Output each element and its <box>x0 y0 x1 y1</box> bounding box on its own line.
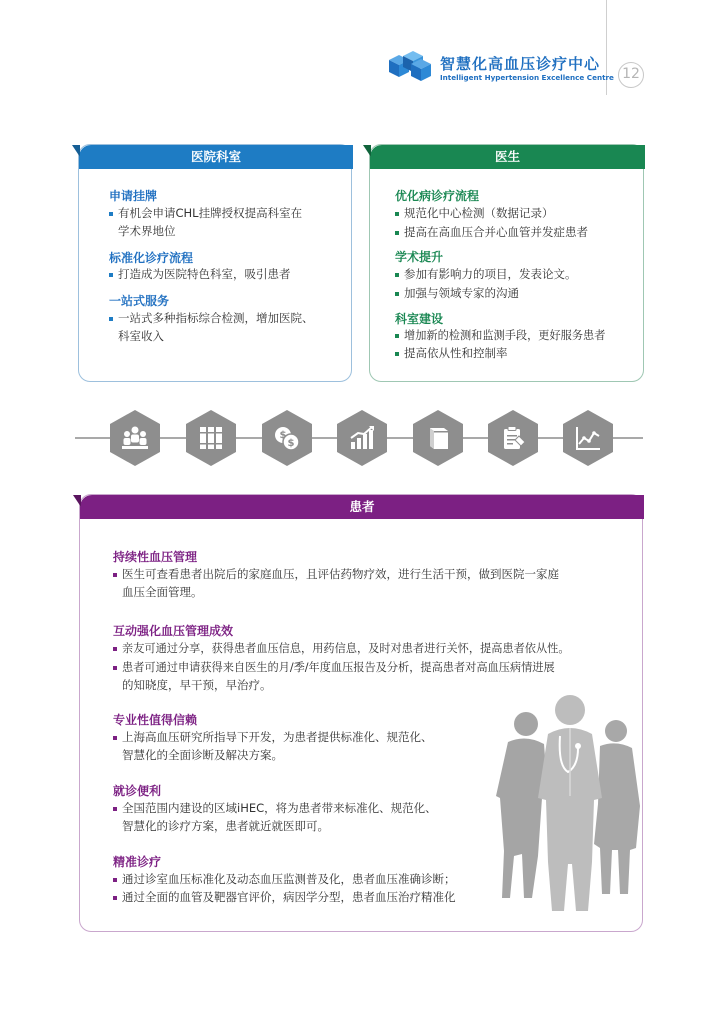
section-heading: 专业性值得信赖 <box>113 713 198 727</box>
bullet <box>395 352 399 356</box>
section-text: 加强与领域专家的沟通 <box>404 286 519 300</box>
section-heading: 精准诊疗 <box>113 855 162 869</box>
bullet <box>395 273 399 277</box>
bullet <box>395 334 399 338</box>
bullet <box>113 666 117 670</box>
bullet <box>113 647 117 651</box>
money-icon <box>262 410 312 466</box>
section-text: 智慧化的全面诊断及解决方案。 <box>122 748 283 762</box>
section-text: 有机会申请CHL挂牌授权提高科室在 <box>118 206 303 220</box>
section-text: 一站式多种指标综合检测，增加医院、 <box>118 311 314 325</box>
section-heading: 持续性血压管理 <box>113 550 198 564</box>
svg-text:$: $ <box>279 430 287 441</box>
line-chart-icon <box>563 410 613 466</box>
book-icon <box>413 410 463 466</box>
section-text: 血压全面管理。 <box>122 585 203 599</box>
section-heading: 互动强化血压管理成效 <box>113 624 234 638</box>
bullet <box>113 807 117 811</box>
section-text: 提高依从性和控制率 <box>404 346 508 360</box>
section-text: 学术界地位 <box>118 224 176 238</box>
growth-chart-icon <box>337 410 387 466</box>
section-heading: 申请挂牌 <box>109 189 158 203</box>
bullet <box>109 273 113 277</box>
bullet <box>113 878 117 882</box>
section-text: 患者可通过申请获得来自医生的月/季/年度血压报告及分析，提高患者对高血压病情进展 <box>122 661 555 674</box>
svg-text:$: $ <box>287 438 295 449</box>
bullet <box>113 896 117 900</box>
clipboard-icon <box>488 410 538 466</box>
section-heading: 学术提升 <box>395 250 444 264</box>
section-text: 亲友可通过分享，获得患者血压信息，用药信息，及时对患者进行关怀，提高患者依从性。 <box>122 642 570 655</box>
section-heading: 优化病诊疗流程 <box>395 189 480 203</box>
bullet <box>395 212 399 216</box>
section-text: 通过全面的血管及靶器官评价，病因学分型，患者血压治疗精准化 <box>122 890 456 904</box>
section-text: 提高在高血压合并心血管并发症患者 <box>404 225 588 239</box>
doctor-and-patients-illustration <box>488 686 648 916</box>
section-heading: 一站式服务 <box>109 294 170 308</box>
section-heading: 就诊便利 <box>113 784 162 798</box>
bullet <box>113 736 117 740</box>
bullet <box>109 317 113 321</box>
section-text: 上海高血压研究所指导下开发，为患者提供标准化、规范化、 <box>122 730 433 744</box>
section-text: 科室收入 <box>118 329 164 343</box>
bullet <box>113 573 117 577</box>
bullet <box>395 292 399 296</box>
cube-logo-icon <box>385 50 435 84</box>
section-text: 增加新的检测和监测手段，更好服务患者 <box>404 329 606 342</box>
page-number: 12 <box>618 62 644 88</box>
bullet <box>109 212 113 216</box>
bullet <box>395 231 399 235</box>
section-text: 规范化中心检测（数据记录） <box>404 206 554 220</box>
group-icon <box>110 410 160 466</box>
brand-title-cn: 智慧化高血压诊疗中心 <box>440 55 601 73</box>
section-text: 的知晓度，早干预，早治疗。 <box>122 678 272 692</box>
section-text: 打造成为医院特色科室，吸引患者 <box>118 267 291 281</box>
section-heading: 标准化诊疗流程 <box>109 251 194 265</box>
section-text: 智慧化的诊疗方案，患者就近就医即可。 <box>122 819 329 833</box>
section-text: 全国范围内建设的区域iHEC，将为患者带来标准化、规范化、 <box>122 801 437 815</box>
section-text: 医生可查看患者出院后的家庭血压，且评估药物疗效，进行生活干预，做到医院一家庭 <box>122 567 559 581</box>
patient-panel-title: 患者 <box>80 495 644 519</box>
hospital-panel-title: 医院科室 <box>79 145 353 169</box>
brand-title-en: Intelligent Hypertension Excellence Centre <box>440 73 614 82</box>
section-text: 通过诊室血压标准化及动态血压监测普及化，患者血压准确诊断； <box>122 872 456 886</box>
books-icon <box>186 410 236 466</box>
doctor-panel-title: 医生 <box>370 145 645 169</box>
section-text: 参加有影响力的项目，发表论文。 <box>404 267 577 281</box>
section-heading: 科室建设 <box>395 312 444 326</box>
